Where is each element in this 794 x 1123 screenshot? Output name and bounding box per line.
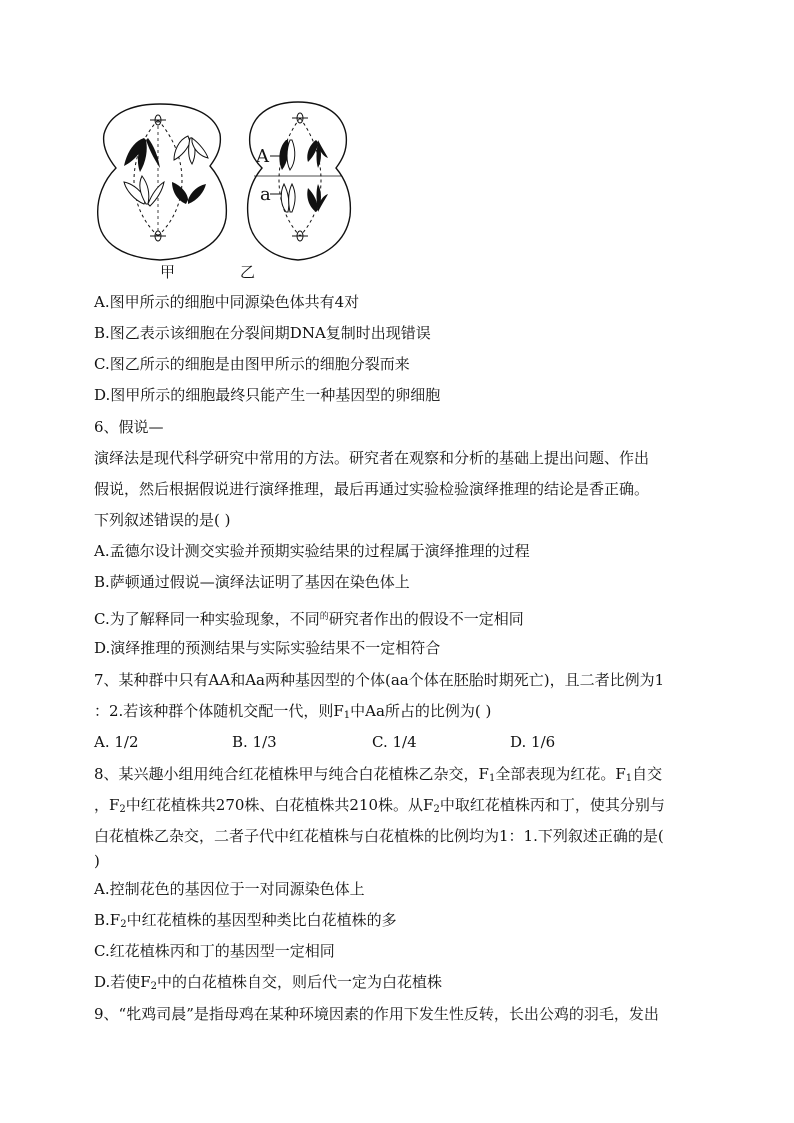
q5-option-d: D.图甲所示的细胞最终只能产生一种基因型的卵细胞: [94, 386, 441, 404]
q8-stem-line-1: [94, 764, 662, 789]
q7-stem-line-2: [94, 701, 491, 726]
cell-division-figure: [96, 96, 366, 286]
q6-stem-line-2: 演绎法是现代科学研究中常用的方法。研究者在观察和分析的基础上提出问题、作出: [94, 449, 650, 467]
q8-option-b: [94, 910, 397, 935]
q6-option-c-part2: 研究者作出的假设不一定相同: [328, 610, 524, 628]
q8-l2a: ，F: [94, 796, 120, 814]
q7-options: [94, 732, 694, 752]
cell-yi: [248, 102, 351, 260]
q5-option-a: A.图甲所示的细胞中同源染色体共有4对: [94, 293, 360, 311]
q8-opt-d-b: 中的白花植株自交，则后代一定为白花植株: [157, 973, 443, 991]
q8-option-a: A.控制花色的基因位于一对同源染色体上: [94, 880, 365, 898]
q8-l2b: 中红花植株共270株、白花植株共210株。从F: [125, 796, 434, 814]
q8-l1a: 8、某兴趣小组用纯合红花植株甲与纯合白花植株乙杂交，F: [94, 765, 489, 783]
q8-stem-line-3: 白花植株乙杂交，二者子代中红花植株与白花植株的比例均为1：1.下列叙述正确的是(: [94, 827, 664, 845]
q6-stem-line-3: 假说，然后根据假说进行演绎推理，最后再通过实验检验演绎推理的结论是香正确。: [94, 480, 650, 498]
q8-l2sub: 2: [119, 804, 126, 815]
q8-l1sub1: 1: [488, 773, 496, 784]
q7-stem-2a: ：2.若该种群个体随机交配一代，则F: [94, 702, 344, 720]
q9-stem-line-1: 9、“牝鸡司晨”是指母鸡在某种环境因素的作用下发生性反转，长出公鸡的羽毛，发出: [94, 1005, 659, 1023]
q8-opt-b-b: 中红花植株的基因型种类比白花植株的多: [126, 911, 397, 929]
figure-label-yi: 乙: [240, 263, 256, 281]
q6-option-d: D.演绎推理的预测结果与实际实验结果不一定相符合: [94, 639, 441, 657]
figure-label-jia: 甲: [160, 263, 176, 281]
q8-stem-line-4: ): [94, 852, 100, 870]
q8-l1sub2: 1: [625, 773, 633, 784]
q6-option-c: [94, 607, 524, 629]
q8-l1c: 自交: [632, 765, 663, 783]
q7-option-d: D. 1/6: [510, 733, 556, 751]
q7-stem-2b: 中Aa所占的比例为( ): [350, 702, 492, 720]
q8-stem-line-2: [94, 795, 665, 820]
q5-option-c: C.图乙所示的细胞是由图甲所示的细胞分裂而来: [94, 355, 410, 373]
q8-option-c: C.红花植株丙和丁的基因型一定相同: [94, 942, 335, 960]
q6-option-b: B.萨顿通过假说—演绎法证明了基因在染色体上: [94, 573, 410, 591]
gene-label-A: A: [256, 146, 269, 167]
q8-l2c: 中取红花植株丙和丁，使其分别与: [439, 796, 665, 814]
q5-option-b: B.图乙表示该细胞在分裂间期DNA复制时出现错误: [94, 324, 431, 342]
q8-l2sub2: 2: [433, 804, 440, 815]
q6-option-a: A.孟德尔设计测交实验并预期实验结果的过程属于演绎推理的过程: [94, 542, 530, 560]
q6-stem-line-1: 6、假说—: [94, 418, 164, 436]
q7-option-a: A. 1/2: [94, 733, 139, 751]
q8-l1b: 全部表现为红花。F: [495, 765, 626, 783]
q8-opt-b-a: B.F: [94, 911, 121, 929]
q7-stem-line-1: 7、某种群中只有AA和Aa两种基因型的个体(aa个体在胚胎时期死亡)，且二者比例为1: [94, 671, 665, 689]
q7-stem-sub: 1: [343, 710, 351, 721]
cell-jia: [98, 104, 227, 260]
gene-label-a: a: [260, 184, 271, 205]
q8-option-d: [94, 972, 442, 997]
q6-option-c-mark: 的: [319, 612, 329, 622]
q6-option-c-part1: C.为了解释同一种实验现象，不同: [94, 610, 320, 628]
q8-opt-b-sub: 2: [120, 919, 127, 930]
q8-opt-d-a: D.若使F: [94, 973, 151, 991]
q7-option-c: C. 1/4: [372, 733, 417, 751]
q8-opt-d-sub: 2: [150, 981, 158, 992]
q6-stem-line-4: 下列叙述错误的是( ): [94, 511, 231, 529]
q7-option-b: B. 1/3: [232, 733, 277, 751]
